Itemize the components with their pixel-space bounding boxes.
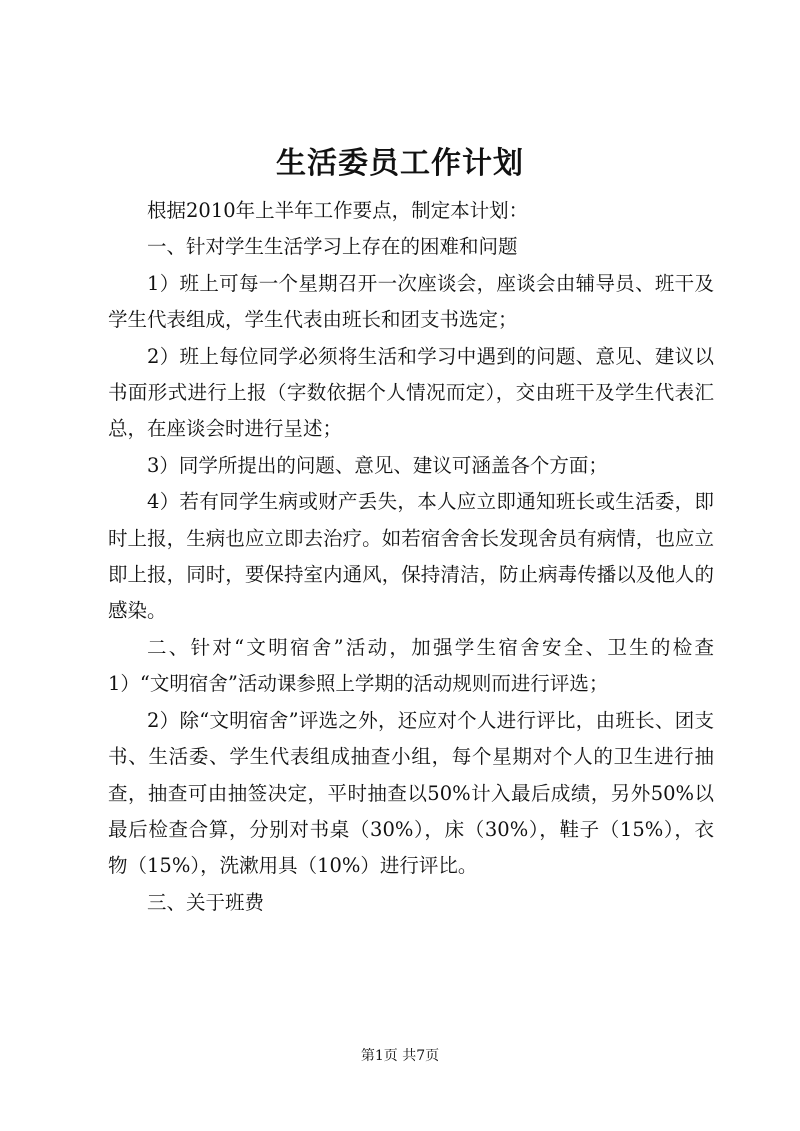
paragraph-item-2: 2）班上每位同学必须将生活和学习中遇到的问题、意见、建议以书面形式进行上报（字数依据个人情况而定），交由班干及学生代表汇总，在座谈会时进行呈述； (108, 344, 714, 441)
paragraph-item-4: 4）若有同学生病或财产丢失，本人应立即通知班长或生活委，即时上报，生病也应立即去治疗。如若宿舍舍长发现舍员有病情，也应立即上报，同时，要保持室内通风，保持清洁，防止病毒传播以及他人的感染。 (108, 490, 714, 623)
paragraph-item-5: 2）除“文明宿舍”评选之外，还应对个人进行评比，由班长、团支书、生活委、学生代表组成抽查小组，每个星期对个人的卫生进行抽查，抽查可由抽签决定，平时抽查以50%计入最后成绩，另外50%以最后检查合算，分别对书桌（30%），床（30%），鞋子（15%），衣物（15%），洗漱用具（10%）进行评比。 (108, 708, 714, 878)
section-heading-1: 一、针对学生生活学习上存在的困难和问题 (147, 235, 518, 259)
document-title: 生活委员工作计划 (276, 146, 524, 181)
section-heading-3: 三、关于班费 (147, 890, 265, 914)
paragraph-intro: 根据2010年上半年工作要点，制定本计划： (147, 199, 529, 222)
paragraph-item-1: 1）班上可每一个星期召开一次座谈会，座谈会由辅导员、班干及学生代表组成，学生代表由班长和团支书选定； (108, 271, 714, 332)
document-body (108, 193, 714, 921)
section-heading-2: 二、针对“文明宿舍”活动，加强学生宿舍安全、卫生的检查1）“文明宿舍”活动课参照上学期的活动规则而进行评选； (108, 635, 714, 696)
page-footer: 第1页 共7页 (360, 1048, 440, 1064)
paragraph-item-3: 3）同学所提出的问题、意见、建议可涵盖各个方面； (147, 453, 608, 477)
